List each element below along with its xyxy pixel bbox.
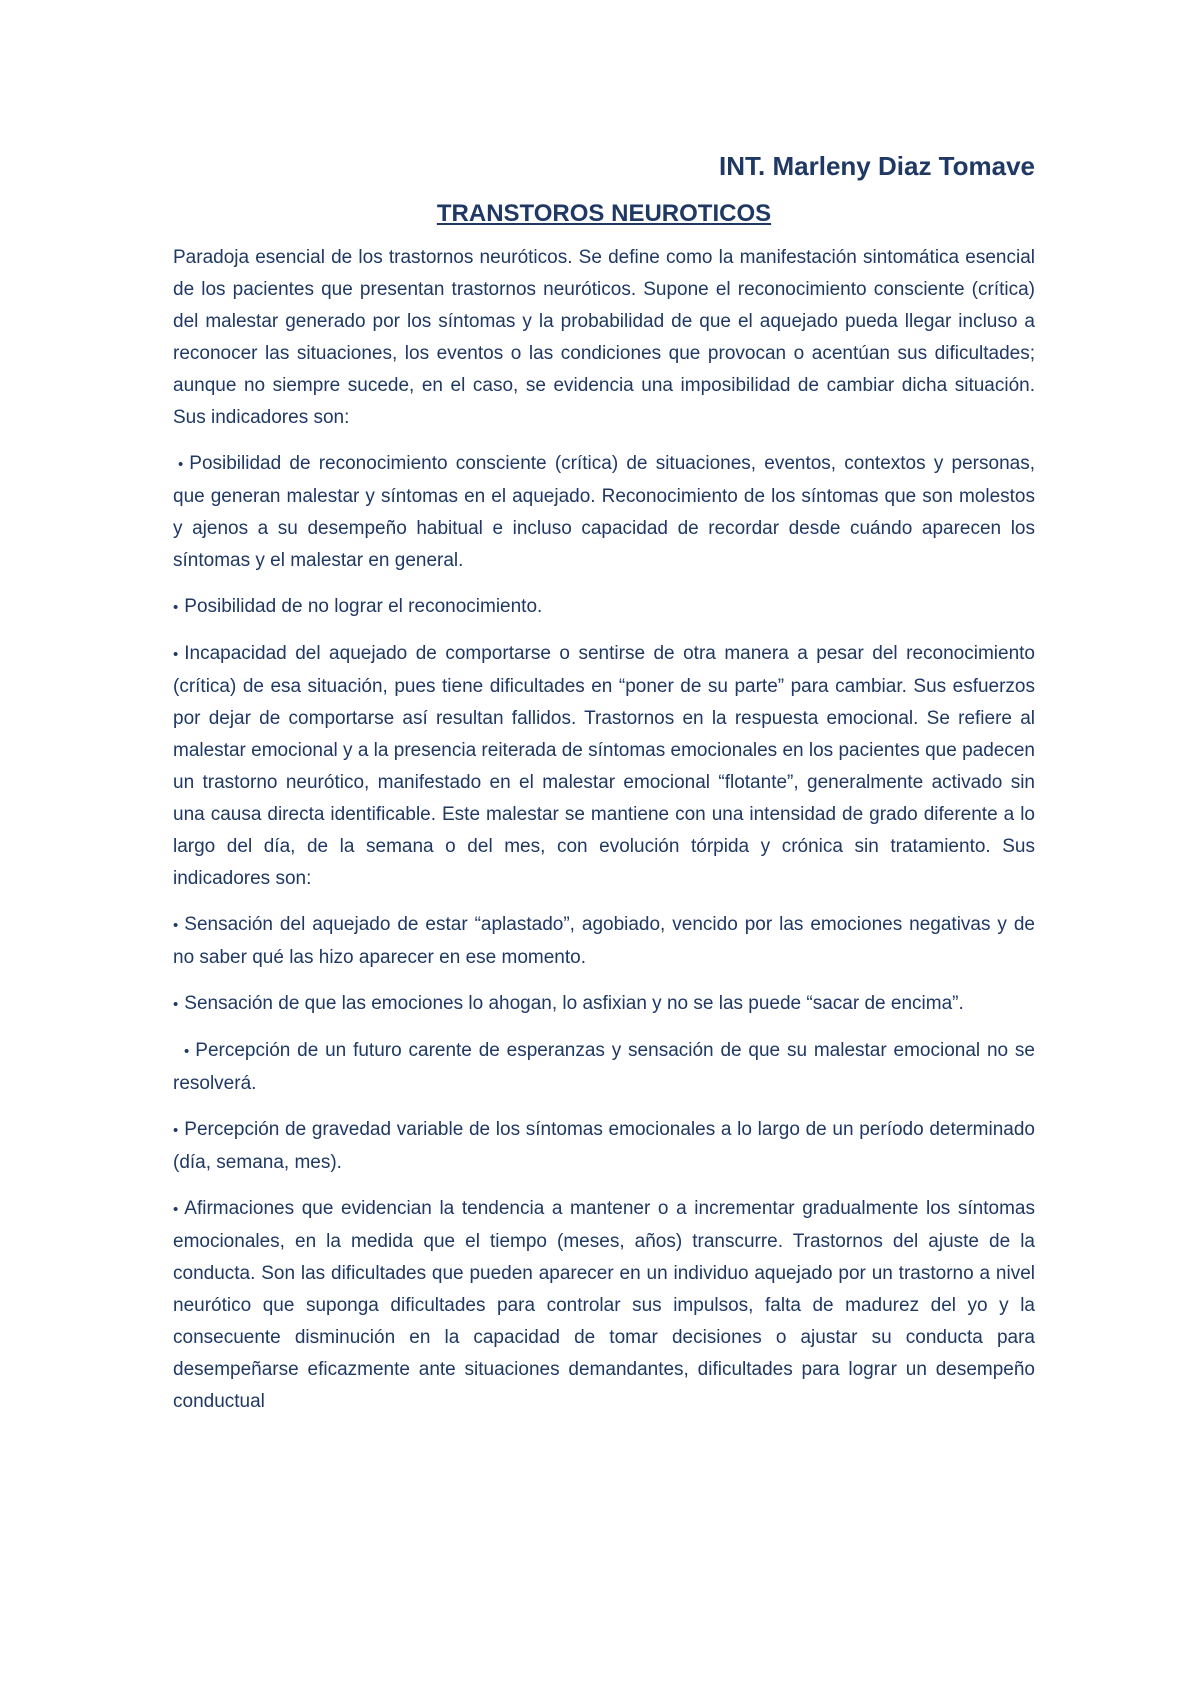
- bullet-icon: •: [173, 646, 179, 663]
- bullet-item: [173, 1035, 1035, 1100]
- document-title: TRANSTOROS NEUROTICOS: [436, 200, 772, 227]
- bullet-text: Incapacidad del aquejado de comportarse o sentirse de otra manera a pesar del reconocimiento (crítica) de esa situación, pues tiene dificultades en “poner de su parte” para cambiar. Sus esfuerzos por dejar de comportarse así resultan fallidos. Trastornos en la respuesta emocional. Se refiere al malestar emocional y a la presencia reiterada de síntomas emocionales en los pacientes que padecen un trastorno neurótico, manifestado en el malestar emocional “flotante”, generalmente activado sin una causa directa identificable. Este malestar se mantiene con una intensidad de grado diferente a lo largo del día, de la semana o del mes, con evolución tórpida y crónica sin tratamiento. Sus indicadores son:: [173, 643, 1035, 889]
- bullet-icon: •: [173, 1122, 179, 1139]
- bullet-item: [173, 1193, 1035, 1418]
- bullet-text: Posibilidad de reconocimiento consciente (crítica) de situaciones, eventos, contextos y personas, que generan malestar y síntomas en el aquejado. Reconocimiento de los síntomas que son molestos y ajenos a su desempeño habitual e incluso capacidad de recordar desde cuándo aparecen los síntomas y el malestar en general.: [173, 453, 1035, 571]
- bullet-text: Sensación de que las emociones lo ahogan, lo asfixian y no se las puede “sacar de encima”.: [184, 993, 964, 1014]
- intro-paragraph: Paradoja esencial de los trastornos neuróticos. Se define como la manifestación sintomática esencial de los pacientes que presentan trastornos neuróticos. Supone el reconocimiento consciente (crítica) del malestar generado por los síntomas y la probabilidad de que el aquejado pueda llegar incluso a reconocer las situaciones, los eventos o las condiciones que provocan o acentúan sus dificultades; aunque no siempre sucede, en el caso, se evidencia una imposibilidad de cambiar dicha situación. Sus indicadores son:: [173, 247, 1035, 428]
- bullet-item: [173, 591, 1035, 624]
- bullet-item: [173, 1114, 1035, 1179]
- bullet-item: [173, 909, 1035, 974]
- bullet-icon: •: [184, 1043, 190, 1060]
- bullet-icon: •: [173, 996, 179, 1013]
- author-name: INT. Marleny Diaz Tomave: [719, 151, 1035, 181]
- bullet-text: Afirmaciones que evidencian la tendencia a mantener o a incrementar gradualmente los síntomas emocionales, en la medida que el tiempo (meses, años) transcurre. Trastornos del ajuste de la conducta. Son las dificultades que pueden aparecer en un individuo aquejado por un trastorno a nivel neurótico que suponga dificultades para controlar sus impulsos, falta de madurez del yo y la consecuente disminución en la capacidad de tomar decisiones o ajustar su conducta para desempeñarse eficazmente ante situaciones demandantes, dificultades para lograr un desempeño conductual: [173, 1198, 1035, 1412]
- bullet-text: Posibilidad de no lograr el reconocimiento.: [184, 596, 543, 617]
- bullet-text: Percepción de un futuro carente de esperanzas y sensación de que su malestar emocional no se resolverá.: [173, 1040, 1035, 1094]
- bullet-icon: •: [173, 599, 179, 616]
- document-body: [173, 146, 1035, 1432]
- bullet-item: [173, 448, 1035, 577]
- bullet-item: [173, 638, 1035, 895]
- bullet-text: Percepción de gravedad variable de los síntomas emocionales a lo largo de un período determinado (día, semana, mes).: [173, 1119, 1035, 1173]
- bullet-item: [173, 988, 1035, 1021]
- bullet-text: Sensación del aquejado de estar “aplastado”, agobiado, vencido por las emociones negativas y de no saber qué las hizo aparecer en ese momento.: [173, 914, 1035, 968]
- bullet-icon: •: [173, 1201, 179, 1218]
- bullet-icon: •: [173, 917, 179, 934]
- bullet-icon: •: [178, 456, 184, 473]
